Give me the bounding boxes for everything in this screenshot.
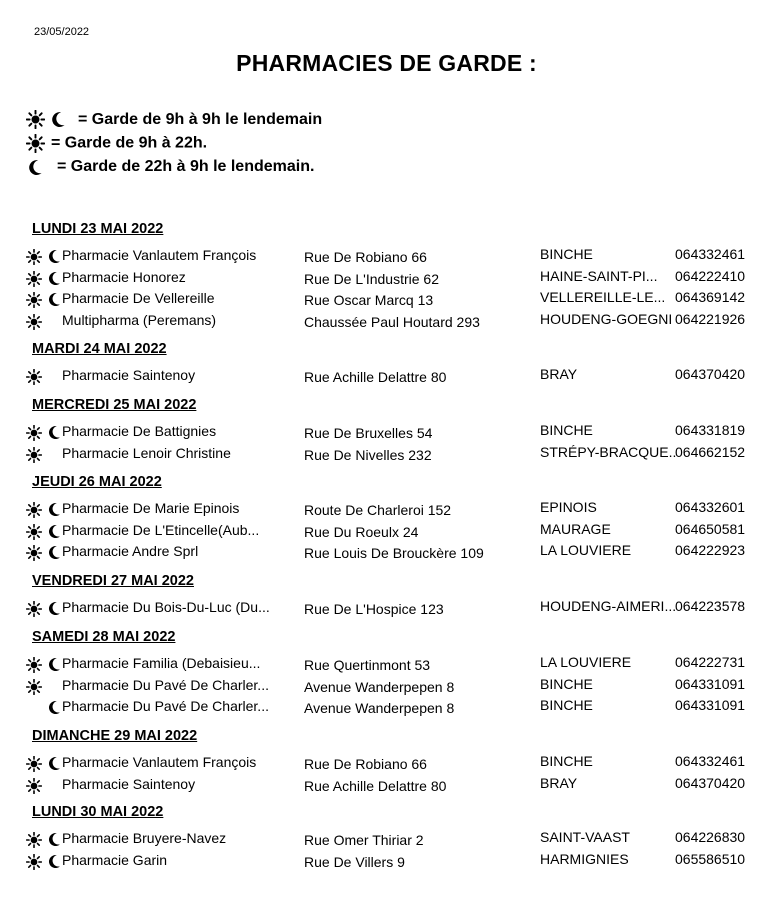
pharmacy-phone: 064222923 (675, 542, 746, 558)
pharmacy-city: MAURAGE (540, 520, 611, 537)
day-heading: LUNDI 23 MAI 2022 (32, 221, 164, 237)
pharmacy-name: Pharmacie Bruyere-Navez (62, 830, 227, 846)
pharmacy-address: Rue De Bruxelles 54 (304, 425, 433, 441)
moon-icon (48, 249, 61, 263)
pharmacy-city: HOUDENG-AIMERI... (540, 598, 677, 614)
pharmacy-city: BINCHE (540, 675, 593, 692)
pharmacy-phone: 064222731 (675, 654, 746, 670)
sun-icon (26, 832, 42, 848)
moon-icon (48, 854, 61, 868)
pharmacy-address: Rue De L'Hospice 123 (304, 601, 444, 617)
pharmacy-city: VELLEREILLE-LE... (540, 289, 666, 305)
pharmacy-city: HARMIGNIES (540, 850, 629, 867)
pharmacy-city: EPINOIS (540, 499, 597, 515)
pharmacy-address: Rue Achille Delattre 80 (304, 369, 447, 385)
pharmacy-phone: 064332461 (675, 753, 746, 769)
pharmacy-phone: 064370420 (675, 774, 746, 791)
pharmacy-city: BRAY (540, 774, 578, 791)
pharmacy-row (26, 247, 766, 267)
pharmacy-row (26, 423, 766, 443)
pharmacy-address: Avenue Wanderpepen 8 (304, 700, 455, 716)
pharmacy-row (26, 522, 766, 542)
pharmacy-name: Pharmacie Saintenoy (62, 367, 196, 383)
pharmacy-phone: 064369142 (675, 289, 746, 305)
sun-icon (26, 601, 42, 617)
sun-icon (26, 854, 42, 870)
pharmacy-name: Pharmacie Familia (Debaisieu... (62, 655, 261, 671)
moon-icon (48, 271, 61, 285)
pharmacy-name: Pharmacie Du Pavé De Charler... (62, 698, 269, 714)
pharmacy-name: Pharmacie Honorez (62, 268, 186, 285)
sun-icon (26, 679, 42, 695)
pharmacy-name: Pharmacie De Marie Epinois (62, 500, 240, 516)
pharmacy-address: Rue De Robiano 66 (304, 249, 427, 265)
legend-text: = Garde de 9h à 9h le lendemain (78, 110, 323, 128)
pharmacy-row (26, 269, 766, 289)
page-title: PHARMACIES DE GARDE : (236, 50, 537, 76)
pharmacy-phone: 065586510 (675, 850, 746, 867)
legend-item (26, 110, 322, 129)
pharmacy-phone: 064222410 (675, 267, 746, 284)
sun-icon (26, 524, 42, 540)
day-heading: VENDREDI 27 MAI 2022 (32, 573, 194, 589)
day-heading: LUNDI 30 MAI 2022 (32, 804, 164, 820)
pharmacy-name: Pharmacie Garin (62, 851, 168, 868)
day-heading: MERCREDI 25 MAI 2022 (32, 397, 197, 413)
pharmacy-row (26, 599, 766, 619)
pharmacy-name: Pharmacie De Vellereille (62, 290, 215, 306)
pharmacy-name: Pharmacie Du Pavé De Charler... (62, 676, 269, 693)
moon-icon (48, 425, 61, 439)
pharmacy-name: Pharmacie Lenoir Christine (62, 444, 231, 461)
pharmacy-city: BRAY (540, 366, 578, 382)
sun-icon (26, 778, 42, 794)
pharmacy-name: Multipharma (Peremans) (62, 311, 217, 328)
pharmacy-phone: 064331091 (675, 675, 746, 692)
pharmacy-name: Pharmacie Vanlautem François (62, 754, 257, 770)
moon-icon (48, 292, 61, 306)
pharmacy-phone: 064662152 (675, 443, 746, 460)
day-heading: JEUDI 26 MAI 2022 (32, 474, 162, 490)
pharmacy-address: Rue De Robiano 66 (304, 756, 427, 772)
pharmacy-row (26, 290, 766, 310)
sun-icon (26, 249, 42, 265)
legend-text: = Garde de 9h à 22h. (51, 134, 208, 152)
pharmacy-row (26, 500, 766, 520)
moon-icon (48, 756, 61, 770)
pharmacy-address: Rue Quertinmont 53 (304, 657, 431, 673)
pharmacy-name: Pharmacie Vanlautem François (62, 247, 257, 263)
moon-icon (48, 502, 61, 516)
day-heading: SAMEDI 28 MAI 2022 (32, 629, 176, 645)
sun-icon (26, 425, 42, 441)
pharmacy-address: Avenue Wanderpepen 8 (304, 678, 455, 695)
pharmacy-address: Rue De Nivelles 232 (304, 446, 432, 463)
sun-icon (26, 756, 42, 772)
pharmacy-phone: 064370420 (675, 366, 746, 382)
pharmacy-row (26, 830, 766, 850)
pharmacy-phone: 064331091 (675, 697, 746, 713)
moon-icon (51, 111, 66, 128)
pharmacy-city: BINCHE (540, 697, 593, 713)
pharmacy-city: SAINT-VAAST (540, 829, 630, 845)
pharmacy-address: Rue Louis De Brouckère 109 (304, 545, 484, 561)
sun-icon (26, 292, 42, 308)
pharmacy-name: Pharmacie Saintenoy (62, 775, 196, 792)
sun-icon (26, 447, 42, 463)
moon-icon (48, 657, 61, 671)
pharmacy-city: LA LOUVIERE (540, 654, 632, 670)
pharmacy-row (26, 698, 766, 718)
pharmacy-phone: 064223578 (675, 598, 746, 614)
pharmacy-name: Pharmacie De Battignies (62, 423, 217, 439)
legend-item (26, 158, 314, 176)
pharmacy-address: Chaussée Paul Houtard 293 (304, 313, 480, 330)
pharmacy-row (26, 543, 766, 563)
pharmacy-city: BINCHE (540, 422, 593, 438)
pharmacy-address: Rue Oscar Marcq 13 (304, 292, 434, 308)
sun-icon (26, 314, 42, 330)
moon-icon (48, 545, 61, 559)
pharmacy-phone: 064332461 (675, 246, 746, 262)
pharmacy-row (26, 655, 766, 675)
document-date: 23/05/2022 (34, 26, 90, 38)
pharmacy-phone: 064331819 (675, 422, 746, 438)
pharmacy-city: BINCHE (540, 246, 593, 262)
sun-icon (26, 271, 42, 287)
sun-icon (26, 502, 42, 518)
day-heading: MARDI 24 MAI 2022 (32, 341, 167, 357)
pharmacy-address: Rue Du Roeulx 24 (304, 523, 419, 540)
pharmacy-address: Rue De Villers 9 (304, 853, 405, 870)
moon-icon (48, 524, 61, 538)
pharmacy-address: Route De Charleroi 152 (304, 502, 452, 518)
moon-icon (48, 832, 61, 846)
sun-icon (26, 657, 42, 673)
pharmacy-city: LA LOUVIERE (540, 542, 632, 558)
pharmacy-name: Pharmacie Andre Sprl (62, 543, 199, 559)
pharmacy-row (26, 852, 766, 872)
pharmacy-phone: 064226830 (675, 829, 746, 845)
pharmacy-row (26, 445, 766, 465)
pharmacy-name: Pharmacie Du Bois-Du-Luc (Du... (62, 599, 270, 615)
sun-icon (26, 134, 45, 153)
pharmacy-city: STRÉPY-BRACQUE.. (540, 443, 677, 460)
legend-item (26, 134, 207, 153)
pharmacy-row (26, 367, 766, 387)
pharmacy-row (26, 312, 766, 332)
moon-icon (28, 159, 43, 176)
sun-icon (26, 545, 42, 561)
pharmacy-row (26, 677, 766, 697)
pharmacy-phone: 064332601 (675, 499, 746, 515)
pharmacy-row (26, 776, 766, 796)
pharmacy-city: HOUDENG-GOEGNI (540, 310, 673, 327)
pharmacy-address: Rue De L'Industrie 62 (304, 270, 439, 287)
pharmacy-phone: 064650581 (675, 520, 746, 537)
sun-icon (26, 110, 45, 129)
pharmacy-name: Pharmacie De L'Etincelle(Aub... (62, 521, 260, 538)
pharmacy-row (26, 754, 766, 774)
pharmacy-phone: 064221926 (675, 310, 746, 327)
moon-icon (48, 601, 61, 615)
pharmacy-city: HAINE-SAINT-PI... (540, 267, 658, 284)
legend-text: = Garde de 22h à 9h le lendemain. (57, 158, 315, 175)
sun-icon (26, 369, 42, 385)
pharmacy-address: Rue Omer Thiriar 2 (304, 832, 424, 848)
moon-icon (48, 700, 61, 714)
pharmacy-address: Rue Achille Delattre 80 (304, 777, 447, 794)
day-heading: DIMANCHE 29 MAI 2022 (32, 728, 198, 744)
pharmacy-city: BINCHE (540, 753, 593, 769)
